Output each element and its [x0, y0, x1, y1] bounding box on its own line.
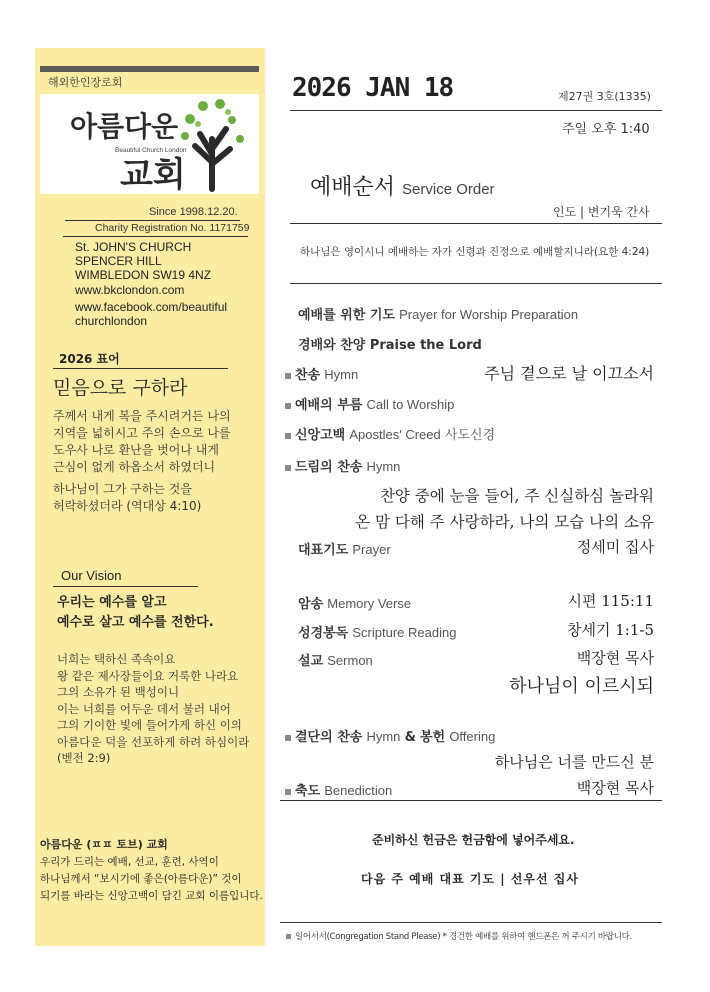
verse-line: 그의 소유가 된 백성이니 — [57, 685, 180, 699]
verse-line: 지역을 넓히시고 주의 손으로 나를 — [53, 426, 231, 440]
address — [75, 240, 227, 328]
item-label: 드림의 찬송 — [295, 460, 363, 475]
stand-bullet-icon — [285, 433, 291, 439]
item-rep-prayer — [298, 539, 391, 558]
footer-text: 일어서서(Congregation Stand Please) * 경건한 예배를 위하여 핸드폰은 꺼 주시기 바랍니다. — [295, 932, 632, 942]
verse-line: 허락하셨더라 (역대상 4:10) — [53, 499, 202, 513]
verse-line: 아름다운 덕을 선포하게 하려 하심이라 — [57, 734, 250, 749]
service-title-en: Service Order — [402, 181, 495, 198]
verse-line: (벧전 2:9) — [57, 751, 111, 765]
address-line: St. JOHN'S CHURCH — [75, 240, 192, 254]
item-hymn — [285, 364, 358, 383]
preacher-name: 백장현 목사 — [576, 649, 654, 667]
svg-text:Beautiful Church London: Beautiful Church London — [115, 147, 187, 154]
item-memory — [298, 593, 411, 612]
vision-label: Our Vision — [61, 568, 122, 583]
vision-verse — [57, 651, 249, 767]
stand-bullet-icon — [285, 373, 291, 379]
item-creed — [285, 424, 495, 443]
item-label: 예배의 부름 — [295, 398, 363, 413]
stand-bullet-icon — [285, 789, 291, 795]
footer-rule — [280, 922, 662, 923]
stand-bullet-icon — [285, 465, 291, 471]
sidebar-top-bar — [40, 66, 259, 72]
service-title-ko: 예배순서 — [310, 175, 396, 200]
item-label: 성경봉독 — [298, 626, 349, 641]
footer-note — [286, 930, 632, 942]
website-link[interactable]: www.bkclondon.com — [75, 283, 185, 297]
item-label-en: Apostles' Creed — [349, 427, 441, 442]
item-label-en: Call to Worship — [366, 397, 455, 412]
item-label-en: Memory Verse — [327, 596, 412, 611]
rep-prayer-name: 정세미 집사 — [576, 538, 654, 556]
church-logo-graphic — [40, 94, 259, 194]
item-label-en: Hymn — [366, 729, 401, 744]
sidebar — [35, 48, 265, 946]
item-offer-hymn — [285, 456, 400, 475]
item-praise: 경배와 찬양 Praise the Lord — [298, 338, 482, 353]
verse-line: 너희는 택하신 족속이요 — [57, 652, 176, 666]
item-label: 대표기도 — [298, 543, 349, 558]
item-sermon — [298, 650, 373, 669]
service-leader: 인도 | 변기욱 간사 — [553, 205, 650, 219]
address-line: WIMBLEDON SW19 4NZ — [75, 268, 212, 282]
item-response — [285, 726, 495, 745]
item-label-en: Benediction — [324, 783, 393, 798]
item-label: 예배를 위한 기도 — [298, 308, 395, 323]
church-name-desc — [40, 854, 263, 905]
stand-bullet-icon — [286, 934, 291, 939]
motto-label: 2026 표어 — [59, 352, 120, 366]
verse-line: 주께서 내게 복을 주시려거든 나의 — [53, 409, 231, 423]
header-rule — [290, 110, 662, 111]
stand-bullet-icon — [285, 403, 291, 409]
offer-hymn-line: 온 맘 다해 주 사랑하라, 나의 모습 나의 소유 — [355, 513, 654, 531]
desc-line: 되기를 바라는 신앙고백이 담긴 교회 이름입니다. — [40, 890, 263, 902]
item-label-en: Sermon — [327, 653, 373, 668]
item-label-en: Scripture Reading — [352, 625, 457, 640]
epigraph: 하나님은 영이시니 예배하는 자가 신령과 진정으로 예배할지니라(요한 4:24) — [300, 246, 650, 258]
verse-line: 도우사 나로 환난을 벗어나 내게 — [53, 443, 219, 457]
vision-line: 우리는 예수를 알고 — [57, 595, 167, 610]
verse-line: 그의 기이한 빛에 들어가게 하신 이의 — [57, 718, 242, 732]
divider — [53, 368, 228, 369]
desc-line: 하나님께서 “보시기에 좋은(아름다운)” 것이 — [40, 873, 242, 885]
verse-line: 이는 너희를 어두운 데서 불러 내어 — [57, 701, 231, 716]
item-label: 결단의 찬송 — [295, 730, 363, 745]
section-rule — [290, 223, 662, 224]
section-rule — [280, 800, 662, 801]
verse-line: 왕 같은 제사장들이요 거룩한 나라요 — [57, 668, 239, 683]
offer-hymn-line: 찬양 중에 눈을 들어, 주 신실하심 놀라워 — [379, 487, 654, 505]
item-label-en: Prayer for Worship Preparation — [399, 307, 579, 322]
vision-line: 예수로 살고 예수를 전한다. — [57, 615, 214, 630]
desc-line: 우리가 드리는 예배, 선교, 훈련, 사역이 — [40, 856, 219, 868]
item-label: 암송 — [298, 597, 324, 612]
item-label: 축도 — [295, 784, 321, 799]
item-label: 설교 — [298, 654, 324, 669]
verse-line: 하나님이 그가 구하는 것을 — [53, 482, 192, 496]
item-prayer-prep — [298, 304, 578, 323]
bulletin-date: 2026 JAN 18 — [292, 73, 454, 103]
hymn-title: 주님 곁으로 날 이끄소서 — [484, 364, 654, 383]
item-amp: & — [404, 730, 416, 745]
facebook-link[interactable]: churchlondon — [75, 314, 148, 328]
section-rule — [290, 283, 662, 284]
item-call — [285, 394, 454, 413]
divider — [65, 220, 240, 221]
svg-text:아름다운: 아름다운 — [70, 110, 179, 143]
charity-number: Charity Registration No. 1171759 — [95, 222, 250, 234]
item-label: 신앙고백 — [295, 428, 346, 443]
issue-number: 제27권 3호(1335) — [558, 90, 651, 103]
tree-icon — [181, 99, 244, 189]
benediction-name: 백장현 목사 — [576, 779, 654, 797]
motto-verse — [53, 408, 231, 515]
service-title — [310, 170, 495, 201]
item-label: 찬송 — [295, 368, 321, 383]
item-label-extra: 사도신경 — [444, 428, 496, 443]
motto: 믿음으로 구하라 — [53, 377, 188, 399]
church-group: 해외한인장로회 — [48, 76, 123, 89]
scripture-ref: 창세기 1:1-5 — [567, 621, 654, 639]
church-name-title: 아름다운 (ㅍㅍ 토브) 교회 — [40, 838, 168, 851]
offering-notice: 준비하신 헌금은 헌금함에 넣어주세요. — [372, 833, 575, 847]
svg-text:교회: 교회 — [120, 155, 186, 194]
vision — [57, 593, 214, 633]
since-date: Since 1998.12.20. — [149, 206, 238, 218]
item-label: 봉헌 — [420, 730, 446, 745]
item-label-en: Offering — [449, 729, 496, 744]
divider — [63, 236, 248, 237]
item-label-en: Hymn — [324, 367, 359, 382]
memory-verse-ref: 시편 115:11 — [567, 592, 654, 610]
item-label-en: Prayer — [352, 542, 391, 557]
address-line: SPENCER HILL — [75, 254, 162, 268]
stand-bullet-icon — [285, 735, 291, 741]
next-week-notice: 다음 주 예배 대표 기도 | 선우선 집사 — [361, 872, 579, 886]
facebook-link[interactable]: www.facebook.com/beautiful — [75, 300, 228, 314]
verse-line: 근심이 없게 하옵소서 하였더니 — [53, 460, 216, 474]
divider — [53, 586, 198, 587]
item-reading — [298, 622, 456, 641]
item-benediction — [285, 780, 392, 799]
sermon-title: 하나님이 이르시되 — [509, 676, 654, 697]
church-logo — [40, 94, 259, 194]
service-time: 주일 오후 1:40 — [562, 122, 650, 137]
response-hymn-title: 하나님은 너를 만드신 분 — [494, 753, 654, 771]
item-label-en: Hymn — [366, 459, 401, 474]
